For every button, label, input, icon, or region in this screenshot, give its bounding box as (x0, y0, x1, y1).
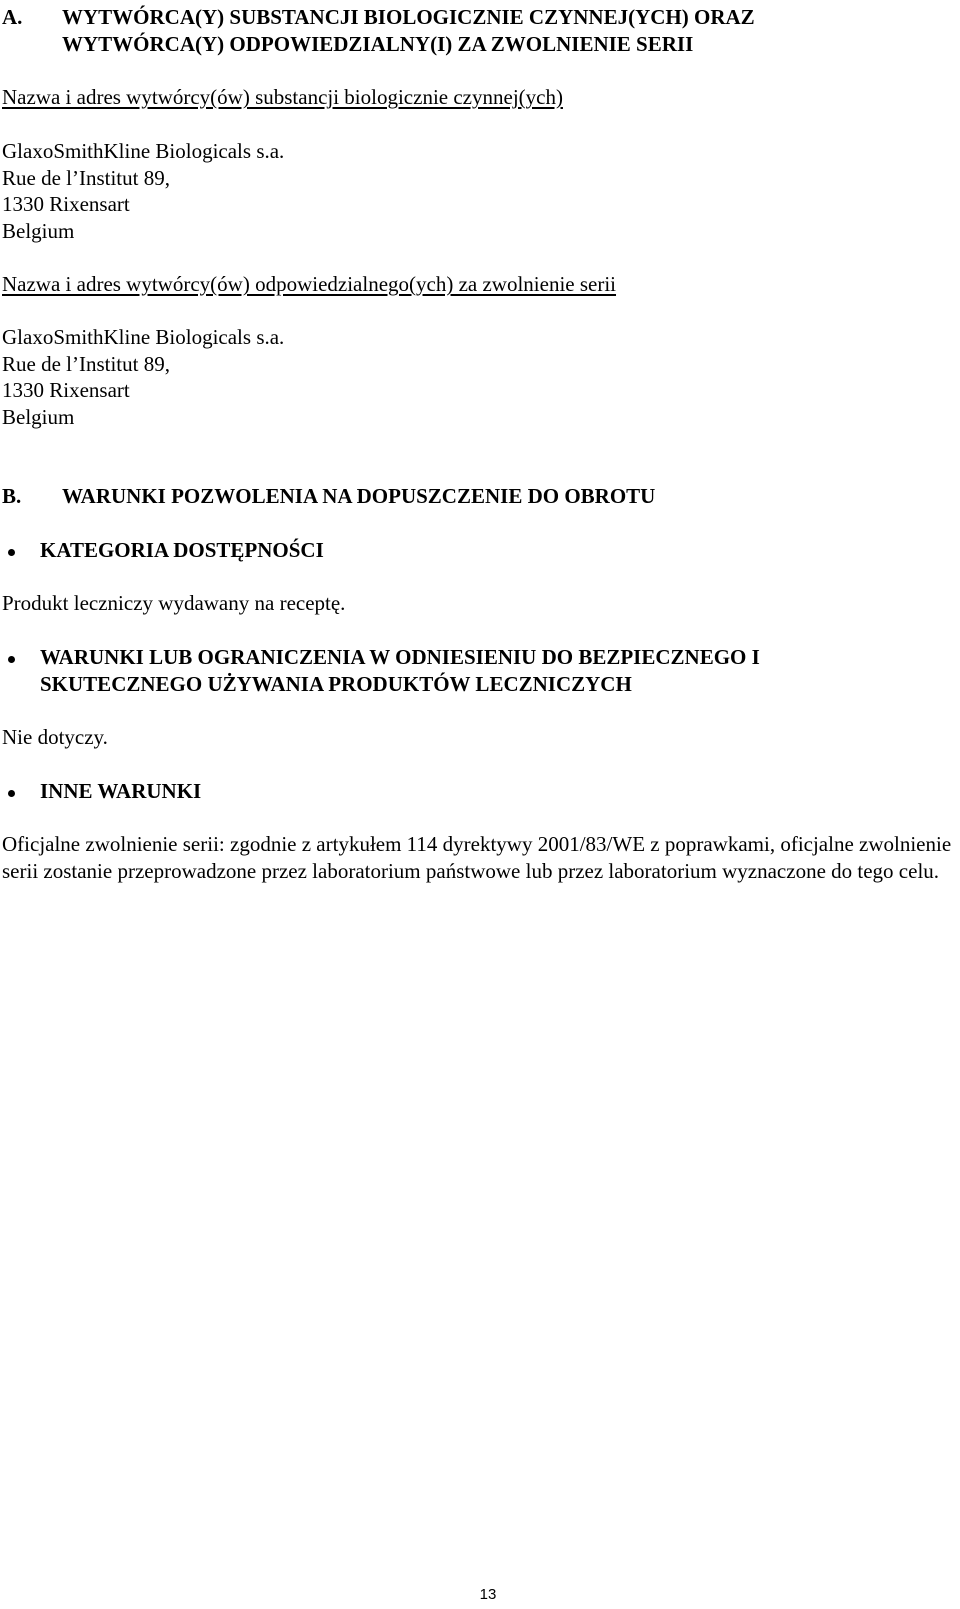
substance-address-line-2: Rue de l’Institut 89, (2, 166, 170, 190)
release-address-line-3: 1330 Rixensart (2, 378, 130, 402)
page-number: 13 (479, 1586, 497, 1603)
section-a-title-line1: WYTWÓRCA(Y) SUBSTANCJI BIOLOGICZNIE CZYNNEJ(YCH) ORAZ (62, 5, 755, 29)
substance-manufacturer-heading: Nazwa i adres wytwórcy(ów) substancji biologicznie czynnej(ych) (2, 85, 563, 109)
substance-address-line-1: GlaxoSmithKline Biologicals s.a. (2, 139, 285, 163)
release-address-line-1: GlaxoSmithKline Biologicals s.a. (2, 325, 285, 349)
category-heading: KATEGORIA DOSTĘPNOŚCI (40, 538, 324, 562)
substance-address-line-3: 1330 Rixensart (2, 192, 130, 216)
category-text: Produkt leczniczy wydawany na receptę. (2, 591, 346, 615)
other-conditions-text: Oficjalne zwolnienie serii: zgodnie z artykułem 114 dyrektywy 2001/83/WE z poprawkami, oficjalne zwolnienie serii zostanie przeprowadzone przez laboratorium państwowe lub przez laboratorium wyznaczone do tego celu. (2, 832, 952, 883)
section-a-title-line2: WYTWÓRCA(Y) ODPOWIEDZIALNY(I) ZA ZWOLNIENIE SERII (62, 32, 694, 56)
bullet-icon (8, 656, 15, 663)
section-b-title: WARUNKI POZWOLENIA NA DOPUSZCZENIE DO OBROTU (62, 484, 656, 508)
bullet-icon (8, 549, 15, 556)
other-conditions-heading: INNE WARUNKI (40, 779, 202, 803)
substance-address-line-4: Belgium (2, 219, 75, 243)
restrictions-heading-line2: SKUTECZNEGO UŻYWANIA PRODUKTÓW LECZNICZYCH (40, 672, 632, 696)
release-address-line-4: Belgium (2, 405, 75, 429)
restrictions-text: Nie dotyczy. (2, 725, 108, 749)
section-b-letter: B. (2, 484, 22, 508)
release-address-line-2: Rue de l’Institut 89, (2, 352, 170, 376)
release-manufacturer-heading: Nazwa i adres wytwórcy(ów) odpowiedzialnego(ych) za zwolnienie serii (2, 272, 617, 296)
bullet-icon (8, 790, 15, 797)
restrictions-heading-line1: WARUNKI LUB OGRANICZENIA W ODNIESIENIU DO BEZPIECZNEGO I (40, 645, 760, 669)
section-a-letter: A. (2, 5, 23, 29)
